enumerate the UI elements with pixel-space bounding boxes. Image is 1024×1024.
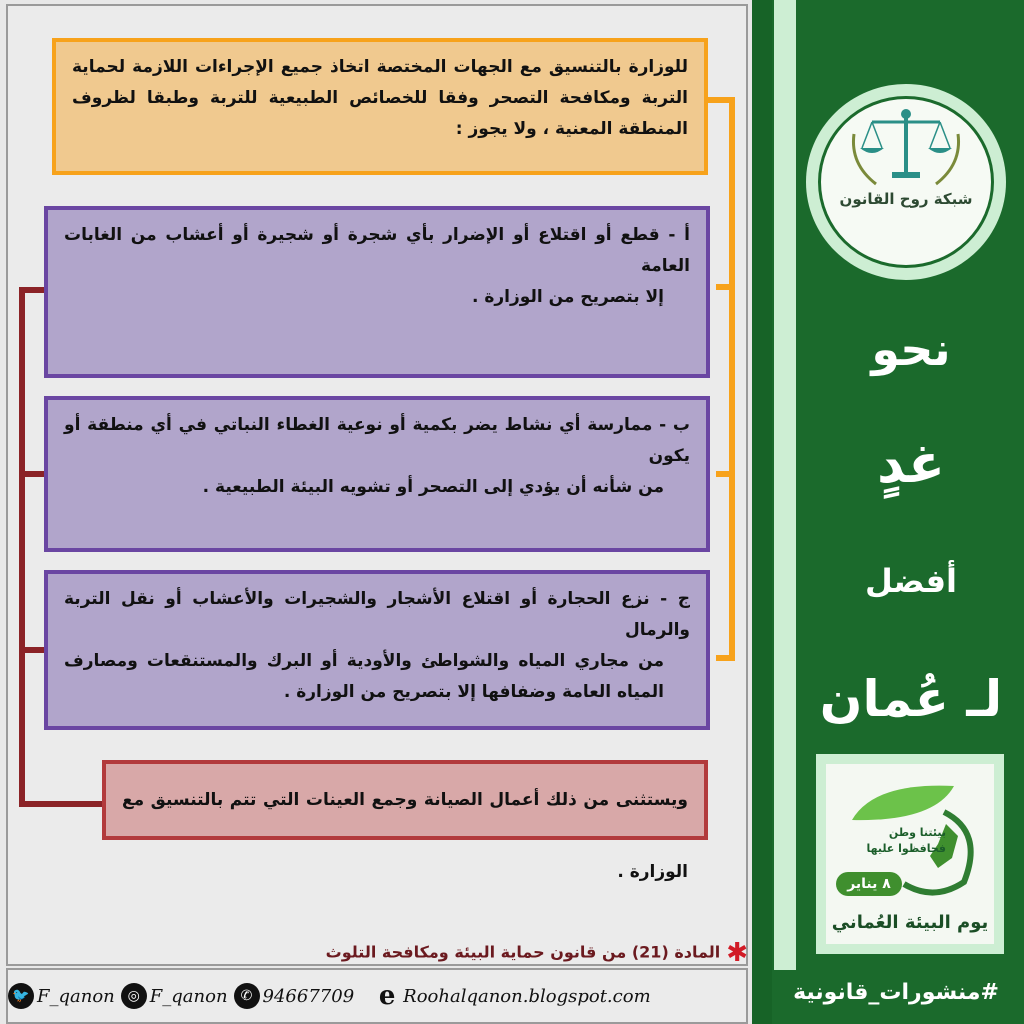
hashtag: #منشورات_قانونية (793, 980, 999, 1005)
instagram-icon: ◎ (121, 983, 147, 1009)
exception-text: ويستثنى من ذلك أعمال الصيانة وجمع العينات التي تتم بالتنسيق مع الوزارة . (122, 790, 688, 882)
twitter-handle: F_qanon (37, 985, 115, 1007)
internet-explorer-icon: e (378, 981, 396, 1011)
slogan-line-1: نحو (871, 322, 951, 376)
intro-text: للوزارة بالتنسيق مع الجهات المختصة اتخاذ جميع الإجراءات اللازمة لحماية التربة ومكافحة التصحر وفقا للخصائص الطبيعية للتربة وطبقا لظروف المنطقة المعنية ، ولا يجوز : (72, 57, 688, 139)
mint-stripe (774, 0, 796, 970)
slogan-line-3: أفضل (864, 562, 957, 600)
item-c-line-2: من مجاري المياه والشواطئ والأودية أو البرك والمستنقعات ومصارف المياه العامة وضفافها إلا بتصريح من الوزارة . (64, 651, 664, 702)
whatsapp-number: 94667709 (262, 985, 355, 1007)
exception-box (102, 760, 708, 882)
badge-date: ٨ يناير (836, 872, 902, 896)
slogan-line-2: غدٍ (876, 432, 946, 495)
item-a-line-1: أ - قطع أو اقتلاع أو الإضرار بأي شجرة أو شجيرة أو أعشاب من الغابات العامة (64, 225, 690, 276)
twitter-icon: 🐦 (8, 983, 34, 1009)
whatsapp-contact[interactable] (234, 983, 355, 1009)
contact-bar (6, 968, 748, 1024)
badge-tagline-1: بيئتنا وطن (888, 826, 946, 839)
asterisk-icon: ✱ (726, 938, 748, 968)
instagram-contact[interactable] (121, 983, 228, 1009)
item-c-line-1: ج - نزع الحجارة أو اقتلاع الأشجار والشجيرات والأعشاب أو نقل التربة والرمال (64, 589, 690, 640)
badge-tagline-2: فحافظوا عليها (866, 842, 946, 855)
instagram-handle: F_qanon (149, 985, 228, 1007)
justice-scale-icon (846, 104, 966, 188)
blog-link[interactable] (374, 983, 650, 1009)
intro-text-box (52, 38, 708, 175)
logo-text: شبكة روح القانون (839, 190, 973, 208)
footnote (326, 938, 748, 968)
item-b-line-2: من شأنه أن يؤدي إلى التصحر أو تشويه البيئة الطبيعية . (202, 477, 664, 497)
footnote-text: المادة (21) من قانون حماية البيئة ومكافحة التلوث (325, 942, 721, 962)
item-a-box (44, 206, 710, 378)
badge-title: يوم البيئة العُماني (831, 912, 989, 933)
blog-url: Roohalqanon.blogspot.com (403, 985, 651, 1007)
dark-stripe (752, 0, 772, 1024)
slogan-line-4: لـ عُمان (819, 670, 1003, 728)
twitter-contact[interactable] (8, 983, 115, 1009)
item-b-box (44, 396, 710, 552)
item-b-line-1: ب - ممارسة أي نشاط يضر بكمية أو نوعية الغطاء النباتي في أي منطقة أو يكون (64, 415, 690, 466)
item-a-line-2: إلا بتصريح من الوزارة . (471, 287, 664, 307)
item-c-box (44, 570, 710, 730)
whatsapp-icon: ✆ (234, 983, 260, 1009)
